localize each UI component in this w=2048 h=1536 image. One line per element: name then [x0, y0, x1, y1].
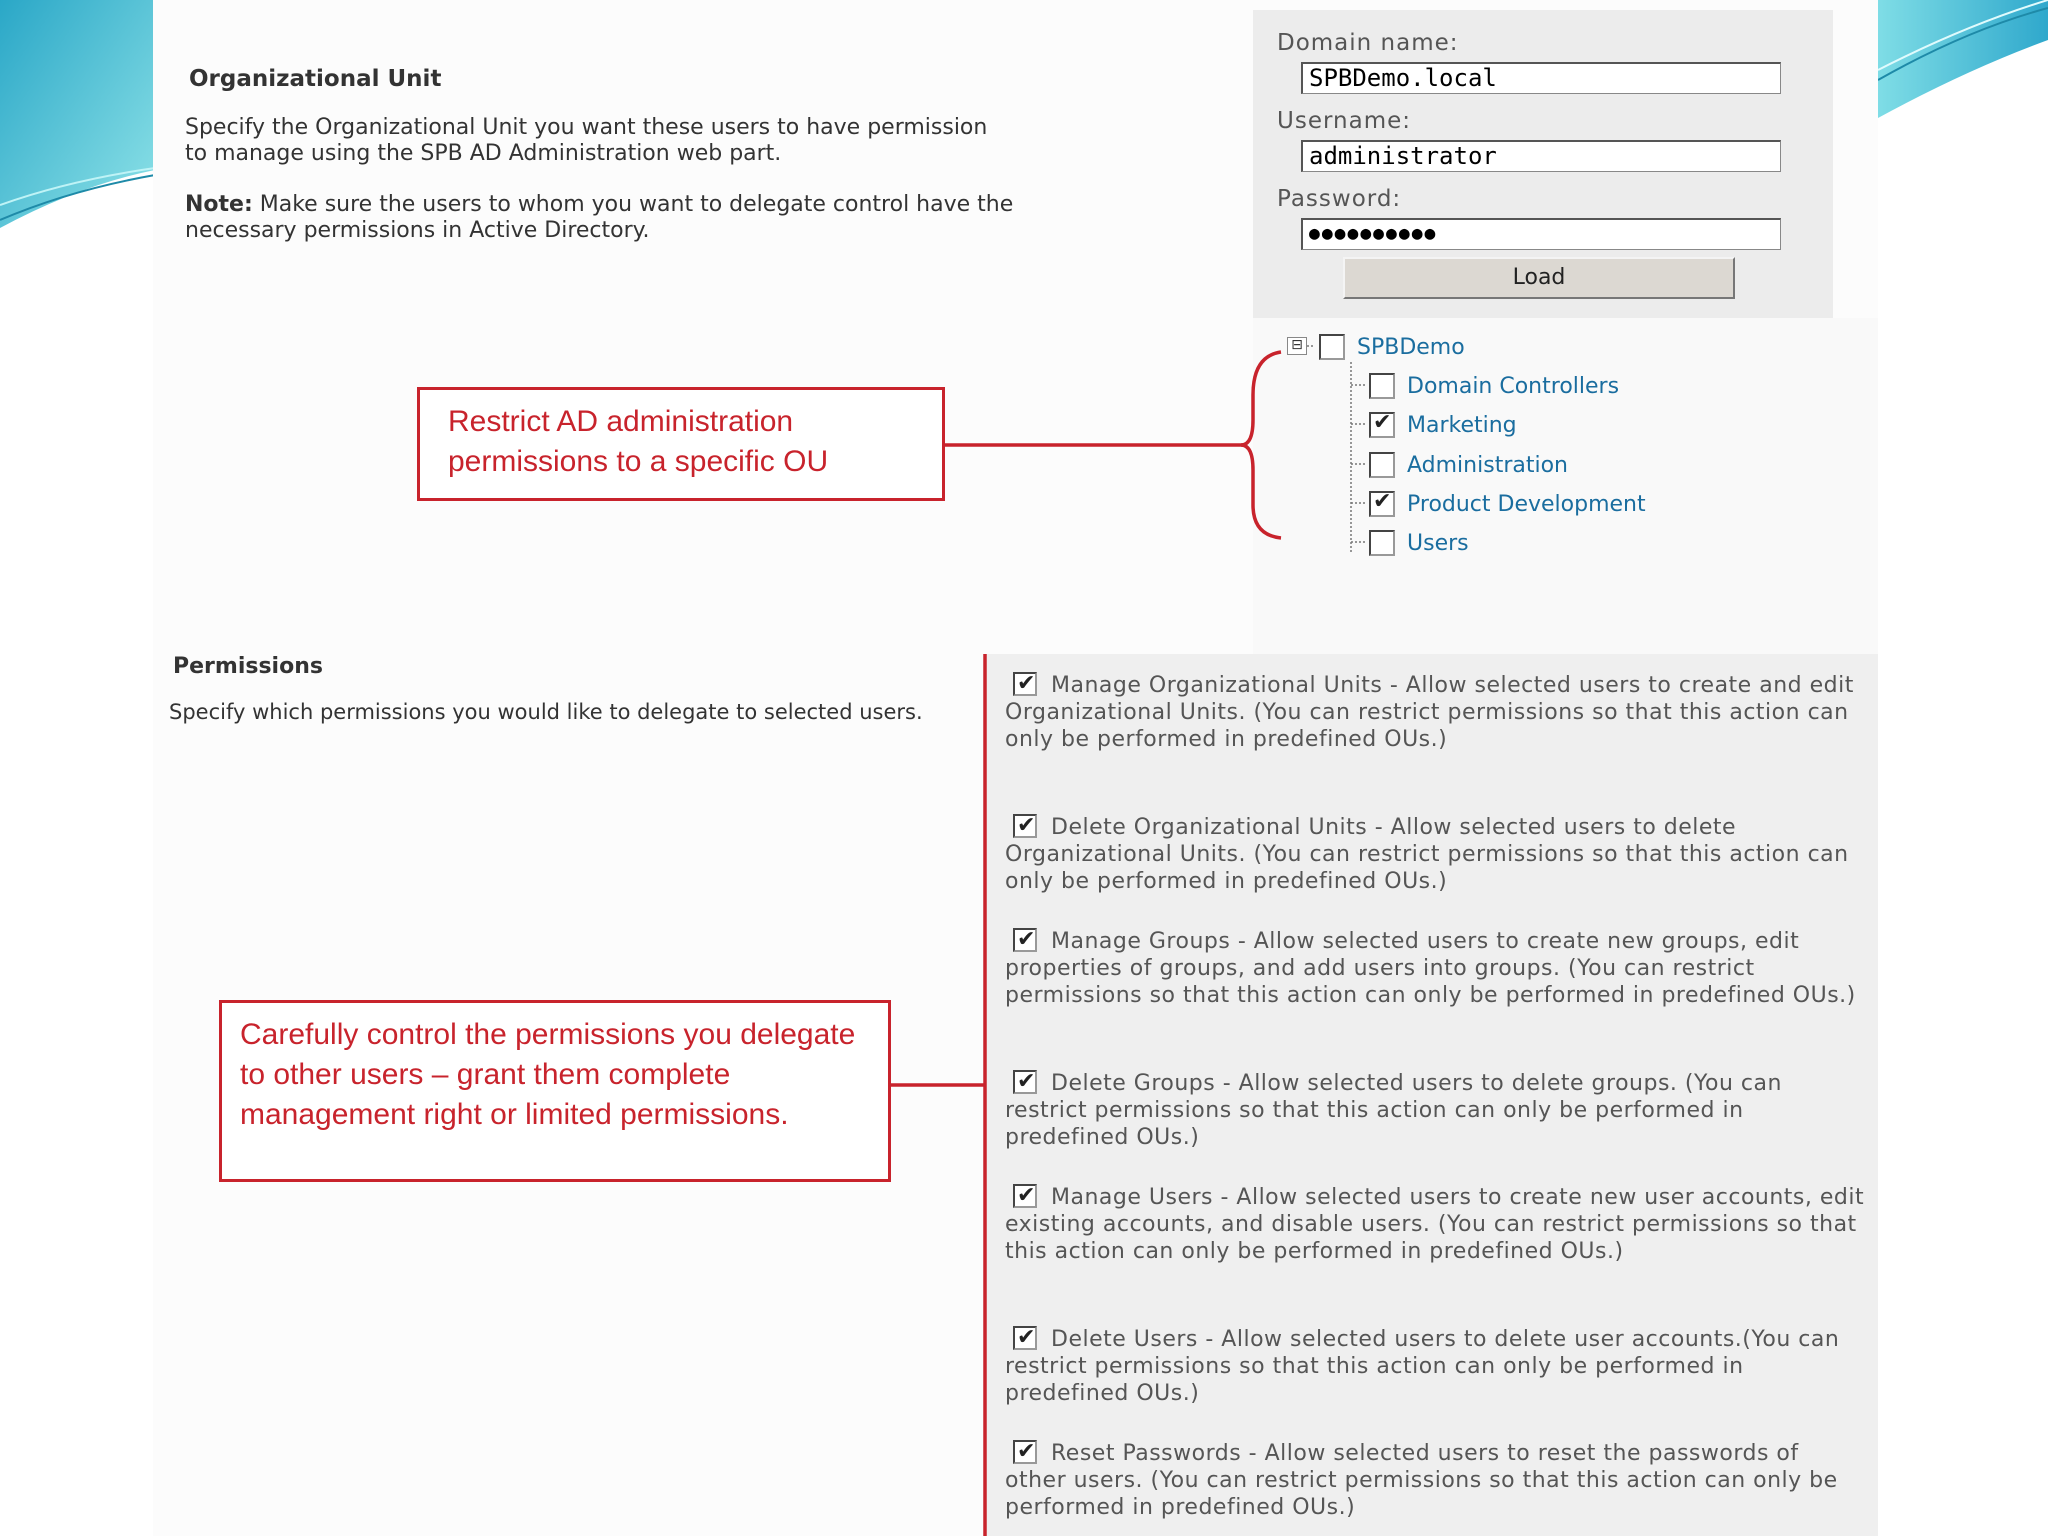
password-label: Password:: [1277, 186, 1402, 212]
permissions-heading: Permissions: [173, 654, 323, 679]
domain-name-input[interactable]: SPBDemo.local: [1301, 62, 1781, 94]
callout-connectors: [153, 0, 1878, 1536]
permission-text: Delete Organizational Units - Allow selected users to delete Organizational Units. (You can restrict permissions so that this action can only be performed in predefined OUs.): [1005, 815, 1849, 894]
callout-permissions: Carefully control the permissions you delegate to other users – grant them complete management right or limited permissions.: [219, 1000, 891, 1182]
permission-text: Delete Groups - Allow selected users to delete groups. (You can restrict permissions so that this action can only be performed in predefined OUs.): [1005, 1071, 1782, 1150]
permission-text: Manage Groups - Allow selected users to create new groups, edit properties of groups, and add users into groups. (You can restrict permissions so that this action can only be performed in predefined OUs.): [1005, 929, 1856, 1008]
ou-heading: Organizational Unit: [189, 66, 442, 92]
ou-description: Specify the Organizational Unit you want these users to have permission to manage using the SPB AD Administration web part.: [185, 115, 988, 166]
screenshot-panel: [153, 0, 1878, 1536]
tree-label-domain-controllers[interactable]: Domain Controllers: [1407, 373, 1620, 399]
collapse-icon[interactable]: ⊟: [1287, 337, 1307, 355]
permission-text: Reset Passwords - Allow selected users to reset the passwords of other users. (You can restrict permissions so that this action can only be performed in predefined OUs.): [1005, 1441, 1838, 1520]
slide-decoration-right: [1876, 0, 2048, 130]
tree-label-users[interactable]: Users: [1407, 530, 1469, 556]
domain-name-label: Domain name:: [1277, 30, 1459, 56]
username-input[interactable]: administrator: [1301, 140, 1781, 172]
permissions-description: Specify which permissions you would like to delegate to selected users.: [169, 700, 923, 724]
tree-label-spbdemo[interactable]: SPBDemo: [1357, 334, 1465, 360]
password-input[interactable]: ●●●●●●●●●●: [1301, 218, 1781, 250]
note-label: Note:: [185, 192, 253, 217]
permission-text: Manage Users - Allow selected users to create new user accounts, edit existing accounts, and disable users. (You can restrict permissions so that this action can only be performed in predefined OUs.): [1005, 1185, 1865, 1264]
callout-restrict-ou: Restrict AD administration permissions to a specific OU: [417, 387, 945, 501]
permission-text: Delete Users - Allow selected users to delete user accounts.(You can restrict permissions so that this action can only be performed in predefined OUs.): [1005, 1327, 1840, 1406]
slide-decoration-left: [0, 0, 160, 240]
load-button[interactable]: Load: [1343, 257, 1735, 299]
permission-text: Manage Organizational Units - Allow selected users to create and edit Organizational Units. (You can restrict permissions so that this action can only be performed in predefined OUs.): [1005, 673, 1854, 752]
tree-label-administration[interactable]: Administration: [1407, 452, 1568, 478]
tree-label-marketing[interactable]: Marketing: [1407, 412, 1517, 438]
tree-label-product-development[interactable]: Product Development: [1407, 491, 1646, 517]
note-text: Make sure the users to whom you want to delegate control have the necessary permissions in Active Directory.: [185, 192, 1014, 243]
username-label: Username:: [1277, 108, 1411, 134]
